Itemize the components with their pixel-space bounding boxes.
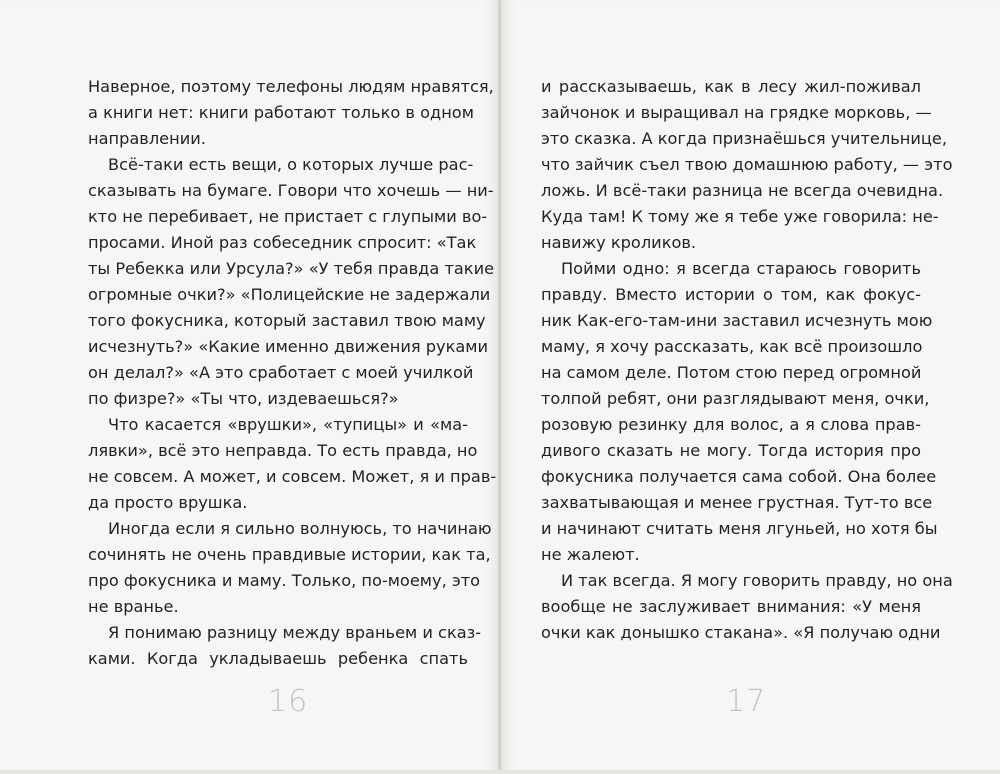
- text-line: направлении.: [88, 129, 206, 148]
- text-line: про фокусника и маму. Только, по-моему, это: [88, 571, 481, 590]
- text-line: ками. Когда укладываешь ребенка спать: [88, 649, 468, 668]
- text-line: не жалеют.: [541, 545, 640, 564]
- text-line: Пойми одно: я всегда стараюсь говорить: [561, 259, 921, 278]
- text-line: Всё-таки есть вещи, о которых лучше рас-: [108, 155, 474, 174]
- text-line: кто не перебивает, не пристает с глупыми во-: [88, 207, 488, 226]
- text-line: очки как донышко стакана». «Я получаю одни: [541, 623, 941, 642]
- text-line: сочинять не очень правдивые истории, как та,: [88, 545, 491, 564]
- text-line: и начинают считать меня лгуньей, но хотя бы: [541, 519, 938, 538]
- page-bottom-edge: [0, 770, 1000, 774]
- text-line: он делал?» «А это сработает с моей училкой: [88, 363, 474, 382]
- text-line: розовую резинку для волос, а я слова прав-: [541, 415, 921, 434]
- left-page-number: 16: [268, 684, 309, 719]
- text-line: Иногда если я сильно волнуюсь, то начинаю: [108, 519, 492, 538]
- text-line: фокусника получается сама собой. Она более: [541, 467, 937, 486]
- text-line: Куда там! К тому же я тебе уже говорила: не-: [541, 207, 939, 226]
- text-line: И так всегда. Я могу говорить правду, но она: [561, 571, 953, 590]
- left-page-text: [88, 74, 497, 672]
- text-line: что зайчик съел твою домашнюю работу, — это: [541, 155, 953, 174]
- text-line: и рассказываешь, как в лесу жил-поживал: [541, 77, 921, 96]
- text-line: а книги нет: книги работают только в одном: [88, 103, 474, 122]
- text-line: это сказка. А когда признаёшься учительнице,: [541, 129, 947, 148]
- text-line: по физре?» «Ты что, издеваешься?»: [88, 389, 399, 408]
- text-line: не вранье.: [88, 597, 179, 616]
- text-line: сказывать на бумаге. Говори что хочешь — ни-: [88, 181, 494, 200]
- right-page: [501, 0, 1000, 774]
- text-line: Я понимаю разницу между враньем и сказ-: [108, 623, 482, 642]
- text-line: толпой ребят, они разглядывают меня, очки,: [541, 389, 930, 408]
- text-line: навижу кроликов.: [541, 233, 697, 252]
- text-line: на самом деле. Потом стою перед огромной: [541, 363, 922, 382]
- text-line: вообще не заслуживает внимания: «У меня: [541, 597, 921, 616]
- text-line: маму, я хочу рассказать, как всё произошло: [541, 337, 923, 356]
- text-line: дивого сказать не могу. Тогда история про: [541, 441, 921, 460]
- text-line: просами. Иной раз собеседник спросит: «Так: [88, 233, 477, 252]
- left-page: [0, 0, 499, 774]
- text-line: Что касается «врушки», «тупицы» и «ма-: [108, 415, 468, 434]
- text-line: ник Как-его-там-ини заставил исчезнуть мою: [541, 311, 933, 330]
- text-line: ложь. И всё-таки разница не всегда очевидна.: [541, 181, 944, 200]
- text-line: захватывающая и менее грустная. Тут-то все: [541, 493, 933, 512]
- right-page-text: [541, 74, 953, 646]
- text-line: исчезнуть?» «Какие именно движения руками: [88, 337, 489, 356]
- text-line: ты Ребекка или Урсула?» «У тебя правда такие: [88, 259, 495, 278]
- text-line: не совсем. А может, и совсем. Может, я и прав-: [88, 467, 497, 486]
- right-page-number: 17: [726, 684, 767, 719]
- text-line: да просто врушка.: [88, 493, 248, 512]
- text-line: зайчонок и выращивал на грядке морковь, —: [541, 103, 932, 122]
- text-line: того фокусника, который заставил твою маму: [88, 311, 486, 330]
- text-line: огромные очки?» «Полицейские не задержали: [88, 285, 491, 304]
- text-line: Наверное, поэтому телефоны людям нравятся,: [88, 77, 494, 96]
- text-line: правду. Вместо истории о том, как фокус-: [541, 285, 921, 304]
- text-line: лявки», всё это неправда. То есть правда, но: [88, 441, 478, 460]
